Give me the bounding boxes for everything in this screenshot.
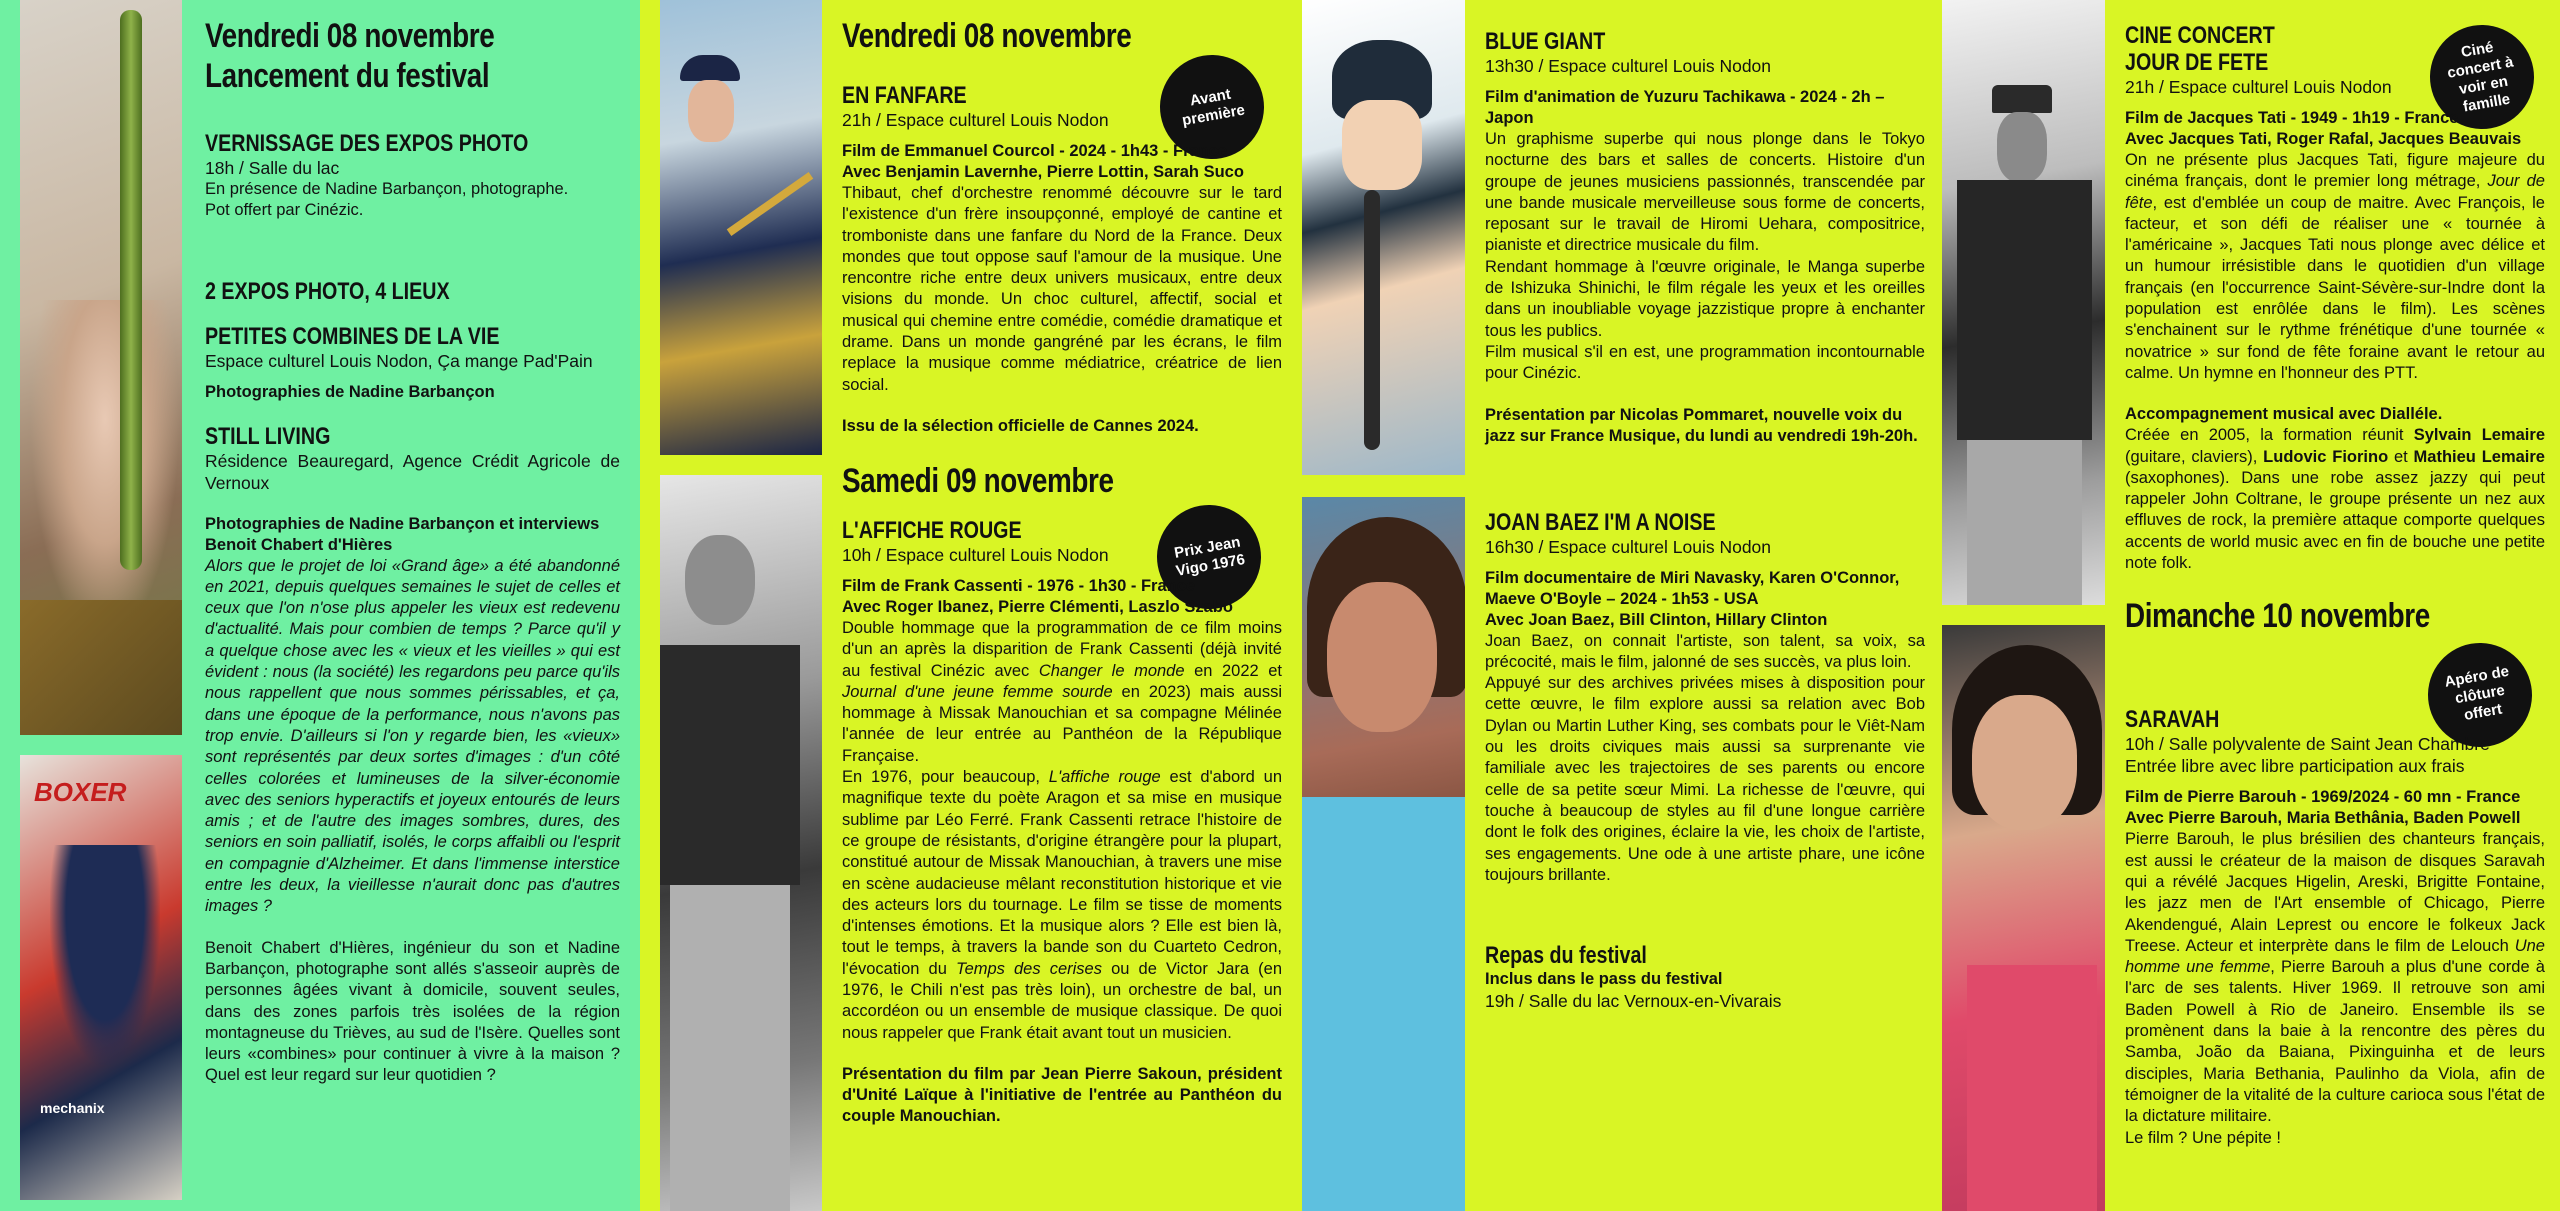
repas-meta: 19h / Salle du lac Vernoux-en-Vivarais [1485,991,1782,1012]
blue-giant-presentation: Présentation par Nicolas Pommaret, nouvelle voix du jazz sur France Musique, du lundi au vendredi 19h-20h. [1485,405,1918,445]
photo-blue-giant-saxophonist [1302,0,1465,475]
saravah-credit-director: Film de Pierre Barouh - 1969/2024 - 60 mn - France [2125,788,2521,807]
photo-cap [680,55,740,81]
affiche-rouge-text-b: En 1976, pour beaucoup, L'affiche rouge est d'abord un magnifique texte du poète Aragon et sa mise en musique sublime par Léo Ferré. Frank Cassenti retrace l'histoire de ce groupe de résistants, d'origine étrangère pour la plupart, constitué autour de Missak Manouchian, à travers une mise en scène audacieuse mêlant reconstitution historique et vie des acteurs lors du tournage. Le film se tisse de moments d'intenses émotions. Et la musique alors ? Elle est bien là, tout le temps, à travers la bande son du Cuarteto Cedron, l'évocation du Temps des cerises ou de Victor Jara (en 1976, le Chili n'est pas très loin), un orchestre de bal, un accordéon ou un ensemble de musique classique. De quoi nous rappeler que Frank était avant tout un musicien. [842,768,1283,1042]
joan-baez-credit-director: Film documentaire de Miri Navasky, Karen O'Connor, Maeve O'Boyle – 2024 - 1h53 - USA [1485,568,1900,608]
vernissage-line2: Pot offert par Cinézic. [205,201,364,220]
photo-saravah-smiling-woman [1942,625,2105,1211]
blue-giant-title: BLUE GIANT [1485,28,1606,55]
photo-shirt [660,645,800,885]
dialléle-text: Créée en 2005, la formation réunit Sylvain Lemaire (guitare, claviers), Ludovic Fiorino et Mathieu Lemaire (saxophones). Dans une robe assez jazzy qui peut rappeler John Coltrane, le groupe présente un nez aux effluves de rock, la première attaque comporte quelques accents de world music avec en fin de bouche une petite note folk. [2125,426,2545,573]
photo-fanfare-trombonist [660,0,822,455]
joan-baez-meta: 16h30 / Espace culturel Louis Nodon [1485,536,1772,557]
festival-launch-heading: Lancement du festival [205,57,490,95]
vernissage-line1: En présence de Nadine Barbançon, photographe. [205,180,569,198]
repas-subtitle: Inclus dans le pass du festival [1485,970,1723,989]
photo-leek [120,10,142,570]
blue-giant-credit: Film d'animation de Yuzuru Tachikawa - 2024 - 2h – Japon [1485,88,1885,127]
photo-trousers [670,885,790,1211]
panel4-text [2125,16,2545,1149]
petites-combines-credit: Photographies de Nadine Barbançon [205,382,495,401]
en-fanfare-meta: 21h / Espace culturel Louis Nodon [842,110,1109,130]
boxer-sign: BOXER [34,777,127,807]
blue-giant-text1: Un graphisme superbe qui nous plonge dans le Tokyo nocturne des bars et salles de concerts. Histoire d'un groupe de jeunes musiciens passionnés, transcendée par une bande musicale merveilleuse sous forme de concerts, reposant sur le travail de Hiromi Uehara, compositrice, pianiste et directrice musicale du film. [1485,130,1925,255]
photo-face [685,535,755,625]
still-living-meta: Résidence Beauregard, Agence Crédit Agricole de Vernoux [205,450,620,493]
photo-uniform [1957,180,2092,440]
photo-dress [1967,965,2097,1211]
affiche-rouge-credit-cast: Avec Roger Ibanez, Pierre Clémenti, Laszlo Szabo [842,597,1233,616]
en-fanfare-cannes: Issu de la sélection officielle de Cannes 2024. [842,416,1199,435]
still-living-title: STILL LIVING [205,422,331,450]
photo-jacques-tati-postman [1942,0,2105,605]
jour-de-fete-credit-director: Film de Jacques Tati - 1949 - 1h19 - France [2125,109,2459,127]
photo-trousers [1967,440,2082,605]
jour-de-fete-text: On ne présente plus Jacques Tati, figure majeure du cinéma français, dont le premier long métrage, Jour de fête, est d'emblée un coup de maitre. Avec François, le facteur, et son défi de réaliser une « tournée à l'américaine », Jacques Tati nous plonge avec délice et un humour irrésistible dans le quotidien d'un village français (en l'occurrence Saint-Sévère-sur-Indre dont la population est enrôlée dans le film). Les scènes s'enchainent sur le rythme frénétique d'une tournée « novatrice » sur fond de fête foraine avant le retour au calme. Un hymne en l'honneur des PTT. [2125,151,2545,382]
day-heading-friday: Vendredi 08 novembre [205,17,495,55]
photo-affiche-rouge-man [660,475,822,1211]
cine-concert-title: CINE CONCERT [2125,22,2275,49]
affiche-rouge-title: L'AFFICHE ROUGE [842,516,1022,544]
expos-heading: 2 EXPOS PHOTO, 4 LIEUX [205,277,450,305]
still-living-italic-text: Alors que le projet de loi «Grand âge» a été abandonné en 2021, depuis quelques semaines le sujet de celles et ceux que l'on n'ose plus appeler les vieux est redevenu d'actualité. Mais pour combien de temps ? Parce qu'il y a quelque chose avec les « vieux et les vieilles » qui est évident : nous (la société) les regardons peu parce qu'ils nous rappellent que nous sommes périssables, et ça, dans une époque de la performance, nous n'avons pas trop envie. D'ailleurs si l'on y regarde bien, les «vieux» sont représentés par deux sortes d'images : d'un côté celles colorées et lumineuses de la silver-économie avec des seniors hyperactifs et joyeux entourés de leurs amis ; et de l'autre des images sombres, dures, des seniors en soin palliatif, isolés, le corps affaibli ou l'esprit en compagnie d'Alzheimer. Et dans l'immense interstice entre les deux, la vieillesse n'aurait donc pas d'autres images ? [205,556,620,916]
jour-de-fete-meta: 21h / Espace culturel Louis Nodon [2125,77,2392,97]
photo-face [1327,582,1437,732]
day-heading-saturday: Samedi 09 novembre [842,461,1114,500]
repas-title: Repas du festival [1485,942,1647,970]
joan-baez-title: JOAN BAEZ I'M A NOISE [1485,508,1716,536]
photo-man-on-motorbike [20,755,182,1200]
mechanix-sign: mechanix [40,1100,105,1116]
badge-prix-jean-vigo: Prix Jean Vigo 1976 [1149,497,1269,617]
photo-trombone [727,172,814,236]
en-fanfare-text: Thibaut, chef d'orchestre renommé découvre sur le tard l'existence d'un frère insoupçonné, employé de cantine et tromboniste dans une fanfare du Nord de la France. Deux mondes que tout oppose sauf l'amour de la musique. Une rencontre riche entre deux univers musicaux, entre deux visions du monde. Un choc culturel, affectif, social et musical qui chemine entre comédie, comédie dramatique et drame. Dans un monde gangréné par les écrans, le film replace la musique comme médiatrice, créatrice de lien social. [842,184,1282,394]
panel3-text [1485,16,1925,1012]
en-fanfare-credit-director: Film de Emmanuel Courcol - 2024 - 1h43 - France [842,142,1228,160]
badge-apero-cloture: Apéro de clôture offert [2420,635,2540,755]
photo-old-man-with-leek [20,0,182,735]
joan-baez-text2: Appuyé sur des archives privées mises à disposition pour cette œuvre, le film explore aussi sa relation avec Bob Dylan ou Martin Luther King, ses combats pour le Viêt-Nam ou les droits civiques mais aussi sa surprenante vie familiale avec les trajectoires de ses parents ou encore celle de sa petite sœur Mimi. La richesse de l'œuvre, qui touche à beaucoup de styles au fil d'une longue carrière dont le folk des origines, éclaire la vie, les choix de l'artiste, ses engagements. Une ode à une artiste phare, une icône toujours brillante. [1485,674,1925,884]
affiche-rouge-credit-director: Film de Frank Cassenti - 1976 - 1h30 - France [842,576,1196,595]
photo-rider [50,845,160,1065]
joan-baez-text1: Joan Baez, on connait l'artiste, son talent, sa voix, sa précocité, mais le film, jalonné de ses succès, va plus loin. [1485,631,1925,671]
saravah-text: Pierre Barouh, le plus brésilien des chanteurs français, est aussi le créateur de la maison de disques Saravah qui a révélé Jacques Higelin, Areski, Brigitte Fontaine, les jazz men de l'Art ensemble of Chicago, Pierre Akendengué, Alain Leprest ou encore le folkeux Jack Treese. Acteur et interprète dans le film de Lelouch Une homme une femme, Pierre Barouh a plus d'une corde à l'arc de ses talents. Hiver 1969. Il retrouve son ami Baden Powell à Rio de Janeiro. Ensemble ils se promènent dans la baie à la rencontre des pères du Samba, João da Baiana, Pixinguinha et de leurs disciples, Maria Bethania, Paulinho da Viola, afin de témoigner de la vitalité de la culture carioca sous l'état de la dictature militaire. [2125,830,2545,1126]
saravah-ending: Le film ? Une pépite ! [2125,1128,2281,1147]
photo-blouse [1302,797,1465,1211]
affiche-rouge-presentation: Présentation du film par Jean Pierre Sakoun, président d'Unité Laïque à l'initiative de l'entrée au Panthéon du couple Manouchian. [842,1064,1282,1125]
day-heading-friday: Vendredi 08 novembre [842,17,1132,55]
vernissage-title: VERNISSAGE DES EXPOS PHOTO [205,130,529,157]
photo-jacket [20,600,182,735]
badge-cine-concert-famille: Ciné concert à voir en famille [2422,17,2542,137]
affiche-rouge-meta: 10h / Espace culturel Louis Nodon [842,544,1109,565]
jour-de-fete-credit-cast: Avec Jacques Tati, Roger Rafal, Jacques Beauvais [2125,130,2522,148]
petites-combines-meta: Espace culturel Louis Nodon, Ça mange Pad'Pain [205,350,593,371]
blue-giant-text2: Rendant hommage à l'œuvre originale, le Manga superbe de Ishizuka Shinichi, le film régale les yeux et les oreilles dans un inoubliable voyage jazzistique propre à enchanter tous les publics. [1485,257,1925,340]
panel2-text [842,16,1282,1127]
blue-giant-meta: 13h30 / Espace culturel Louis Nodon [1485,56,1772,76]
dialléle-heading: Accompagnement musical avec Dialléle. [2125,405,2443,424]
panel-saturday-sunday [1940,0,2560,1211]
panel-opening [0,0,640,1211]
en-fanfare-credit-cast: Avec Benjamin Lavernhe, Pierre Lottin, Sarah Suco [842,163,1244,181]
still-living-text: Benoit Chabert d'Hières, ingénieur du son et Nadine Barbançon, photographe sont allés s'asseoir auprès de personnes âgées vivant à domicile, souvent seules, dans des zones parfois très isolées de la région montagneuse du Trièves, au sud de l'Isère. Quelles sont leurs «combines» pour continuer à vivre à la maison ? Quel est leur regard sur leur quotidien ? [205,938,620,1085]
saravah-meta: 10h / Salle polyvalente de Saint Jean Chambre [2125,734,2490,755]
affiche-rouge-text-a: Double hommage que la programmation de ce film moins d'un an après la disparition de Frank Cassenti (déjà invité au festival Cinézic avec Changer le monde en 2022 et Journal d'une jeune femme sourde en 2023) mais aussi hommage à Missak Manouchian et sa compagne Mélinée l'année de leur entrée au Panthéon de la République Française. [842,618,1282,765]
petites-combines-title: PETITES COMBINES DE LA VIE [205,322,500,350]
en-fanfare-title: EN FANFARE [842,82,967,109]
still-living-credit: Photographies de Nadine Barbançon et interviews Benoit Chabert d'Hières [205,514,600,554]
photo-face [1997,112,2047,182]
badge-avant-premiere: Avant première [1152,47,1272,167]
photo-face [1342,100,1422,190]
panel1-text [205,16,620,1087]
photo-cap [1992,85,2052,113]
photo-saxophone [1364,190,1380,450]
joan-baez-credit-cast: Avec Joan Baez, Bill Clinton, Hillary Clinton [1485,610,1828,629]
vernissage-meta: 18h / Salle du lac [205,158,340,178]
saravah-entry: Entrée libre avec libre participation aux frais [2125,756,2465,777]
photo-face [688,80,734,142]
blue-giant-text3: Film musical s'il en est, une programmation incontournable pour Cinézic. [1485,342,1925,383]
panel-friday-saturday [640,0,1295,1211]
saravah-title: SARAVAH [2125,706,2220,734]
photo-joan-baez [1302,497,1465,1211]
panel-saturday-afternoon [1295,0,1940,1211]
photo-figure [30,300,180,640]
photo-face [1972,695,2077,830]
saravah-credit-cast: Avec Pierre Barouh, Maria Bethânia, Baden Powell [2125,809,2521,828]
day-heading-sunday: Dimanche 10 novembre [2125,597,2430,636]
jour-de-fete-title: JOUR DE FETE [2125,49,2269,76]
